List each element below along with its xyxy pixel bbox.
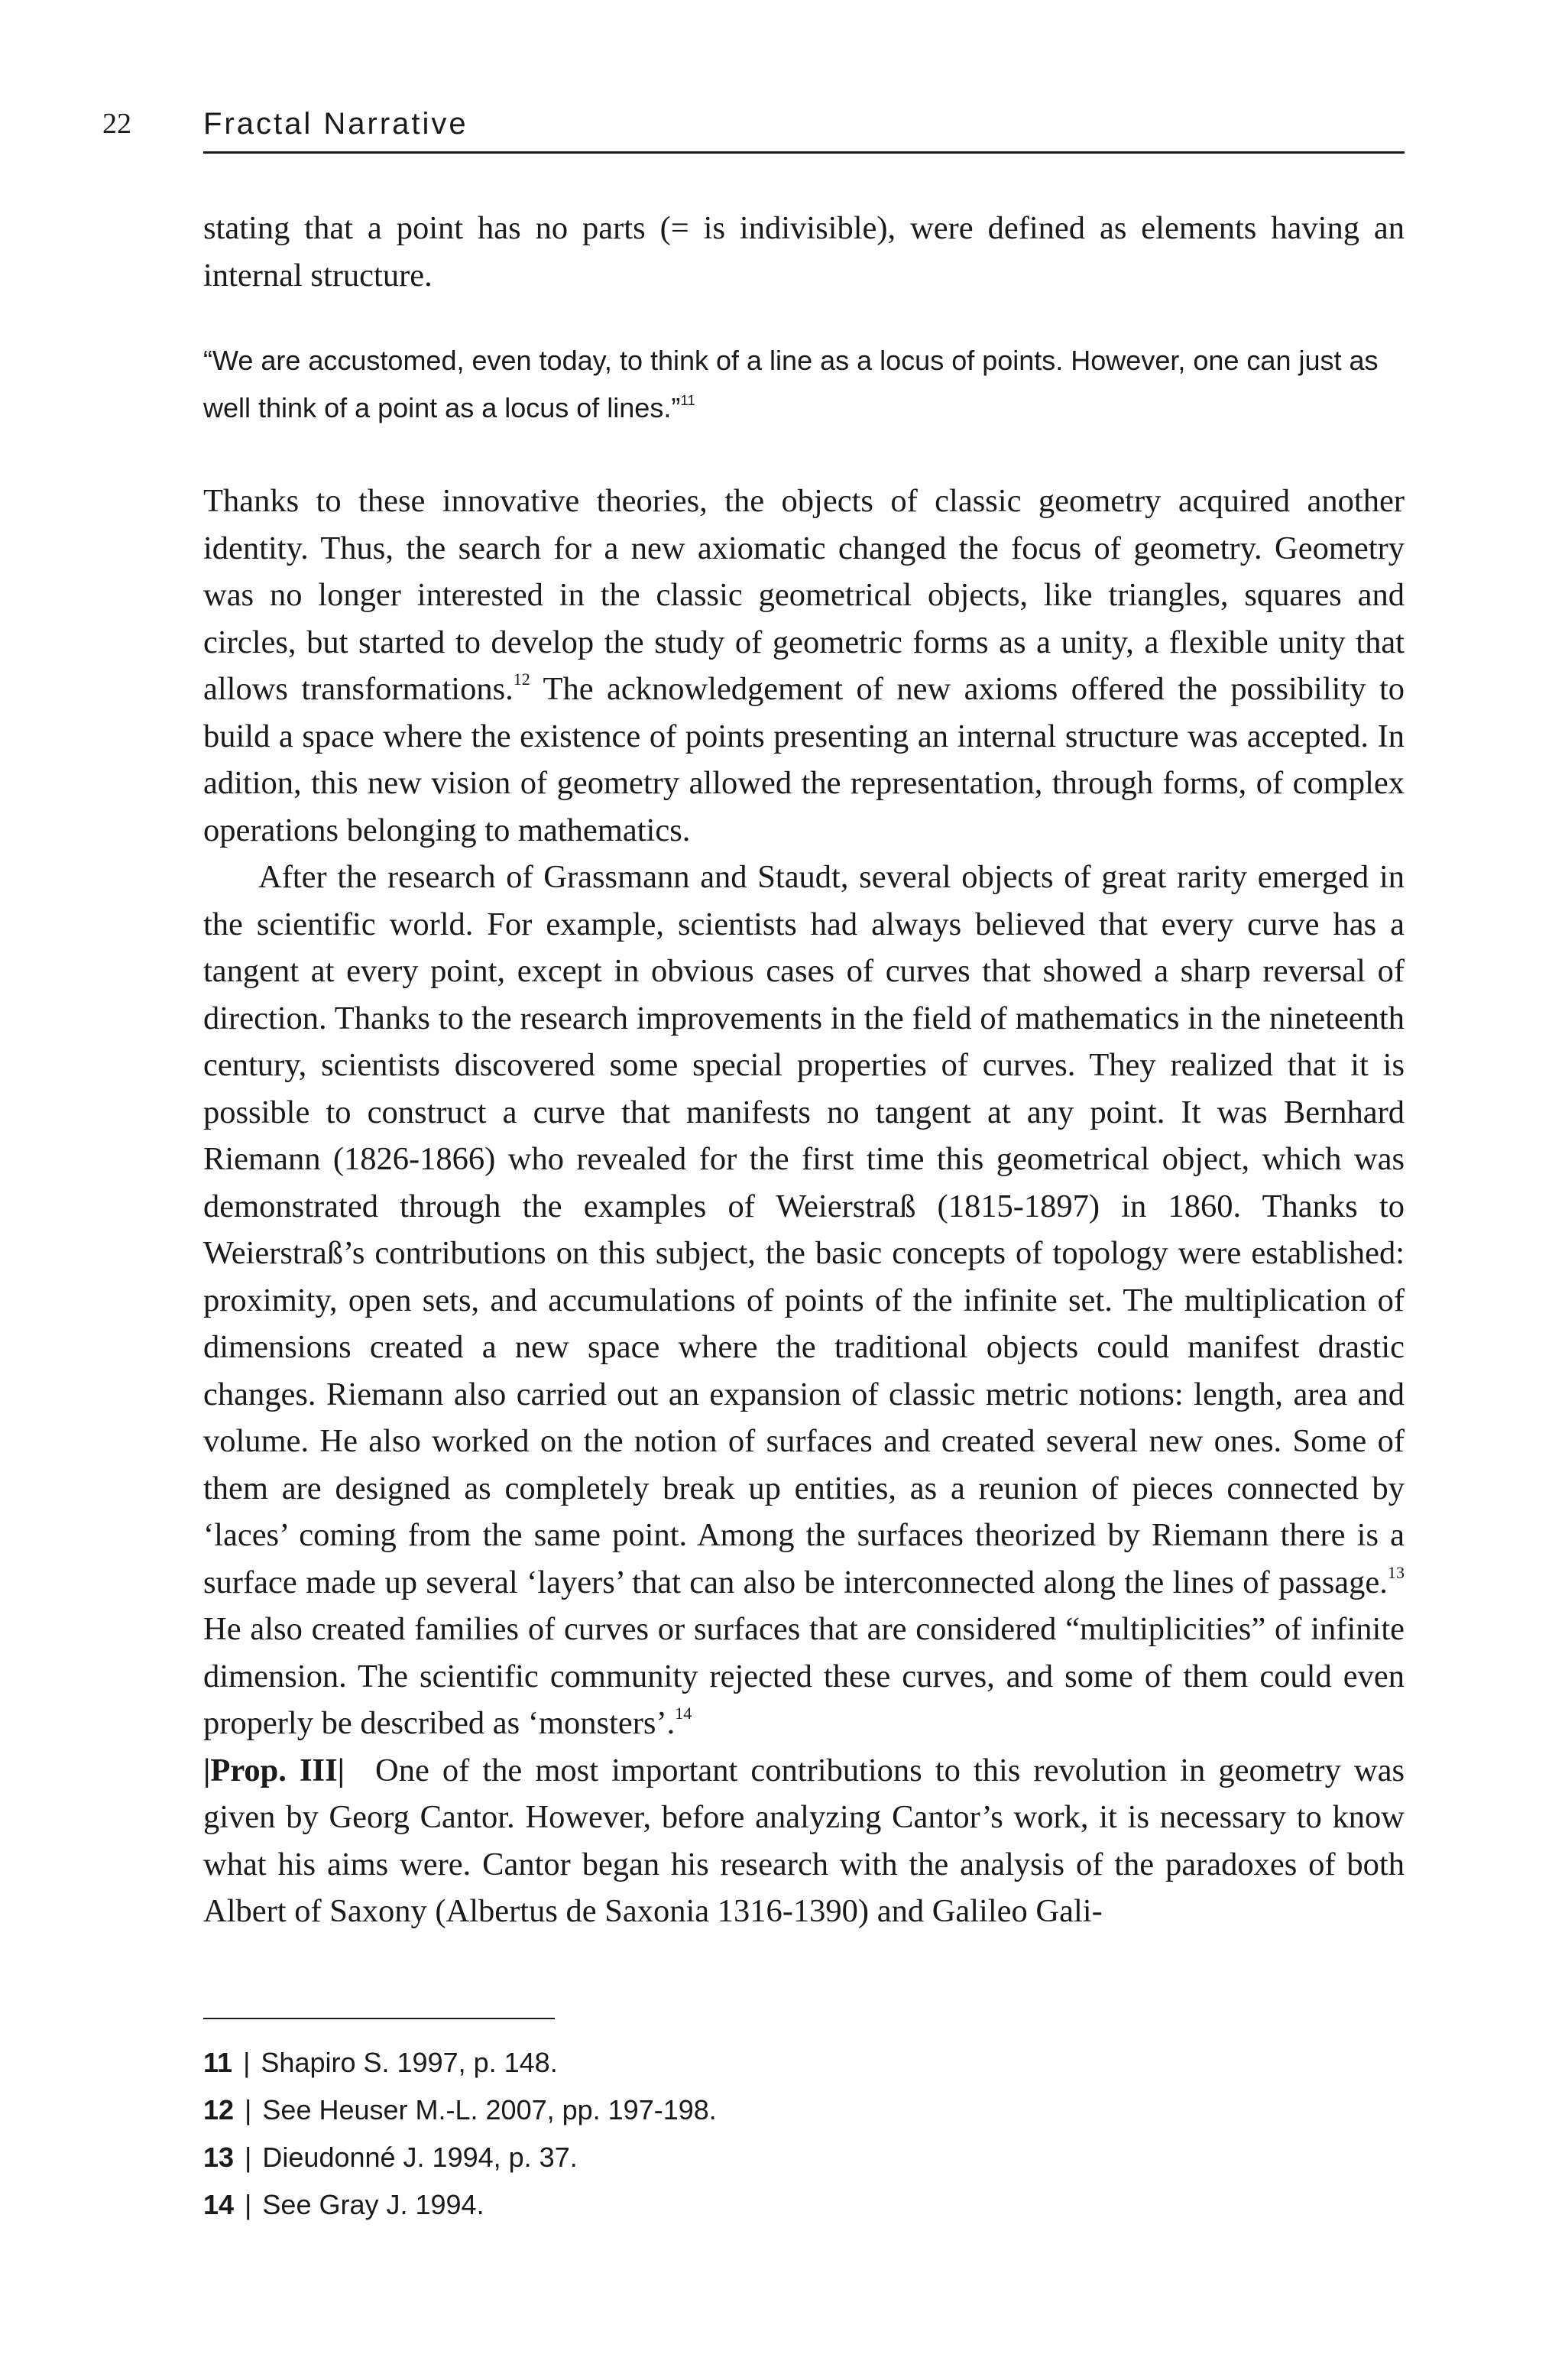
footnote-text: See Gray J. 1994.	[262, 2189, 484, 2220]
footnote-item	[203, 2039, 1405, 2087]
paragraph-identity	[203, 478, 1405, 854]
footnote-item	[203, 2087, 1405, 2134]
paragraph-riemann-part-b: He also created families of curves or surfaces that are considered “multiplicities” of infinite dimension. The scientific community rejected these curves, and some of them could even properly be described as ‘monsters’.	[203, 1611, 1405, 1741]
paragraph-identity-part-a: Thanks to these innovative theories, the objects of classic geometry acquired another identity. Thus, the search for a new axiomatic changed the focus of geometry. Geometry was no longer interested in the classic geometrical objects, like triangles, squares and circles, but started to develop the study of geometric forms as a unity, a flexible unity that allows transformations.	[203, 483, 1405, 707]
footnote-item	[203, 2134, 1405, 2181]
footnote-divider	[203, 2018, 555, 2019]
footnote-number: 13	[203, 2142, 235, 2173]
block-quote	[203, 337, 1405, 432]
book-title: Fractal Narrative	[203, 107, 468, 141]
quote-text: “We are accustomed, even today, to think of a line as a locus of points. However, one can just as well think of a point as a locus of lines.”	[203, 345, 1379, 423]
footnote-text: Dieudonné J. 1994, p. 37.	[262, 2142, 578, 2173]
intro-paragraph: stating that a point has no parts (= is indivisible), were defined as elements having an internal structure.	[203, 210, 1405, 293]
footnotes	[203, 2039, 1405, 2229]
footnote-ref-14[interactable]: 14	[675, 1704, 692, 1723]
footnote-ref-13[interactable]: 13	[1387, 1562, 1405, 1582]
paragraph-cantor	[203, 1747, 1405, 1935]
footnote-ref-12[interactable]: 12	[513, 670, 530, 689]
paragraph-identity-part-b: The acknowledgement of new axioms offered the possibility to build a space where the existence of points presenting an internal structure was accepted. In adition, this new vision of geometry allowed the representation, through forms, of complex operations belonging to mathematics.	[203, 671, 1405, 848]
main-text	[203, 205, 1405, 1935]
footnote-item	[203, 2181, 1405, 2229]
footnote-number: 14	[203, 2189, 235, 2220]
proposition-marker: |Prop. III|	[203, 1752, 345, 1788]
footnote-separator: |	[245, 2189, 252, 2220]
footnote-number: 11	[203, 2047, 233, 2078]
footnote-text: See Heuser M.-L. 2007, pp. 197-198.	[262, 2094, 717, 2125]
page-number: 22	[102, 108, 131, 140]
footnote-ref-11[interactable]: 11	[680, 392, 695, 409]
footnote-number: 12	[203, 2094, 235, 2125]
footnote-text: Shapiro S. 1997, p. 148.	[261, 2047, 558, 2078]
running-head	[102, 107, 1405, 154]
footnote-separator: |	[245, 2142, 252, 2173]
footnote-separator: |	[245, 2094, 252, 2125]
paragraph-riemann	[203, 854, 1405, 1747]
paragraph-cantor-text: One of the most important contributions to this revolution in geometry was given by Georg Cantor. However, before analyzing Cantor’s work, it is necessary to know what his aims were. Cantor began his research with the analysis of the paradoxes of both Albert of Saxony (Albertus de Saxonia 1316-1390) and Galileo Gali-	[203, 1752, 1405, 1929]
footnote-separator: |	[243, 2047, 251, 2078]
paragraph-riemann-part-a: After the research of Grassmann and Staudt, several objects of great rarity emerged in the scientific world. For example, scientists had always believed that every curve has a tangent at every point, except in obvious cases of curves that showed a sharp reversal of direction. Thanks to the research improvements in the field of mathematics in the nineteenth century, scientists discovered some special properties of curves. They realized that it is possible to construct a curve that manifests no tangent at any point. It was Bernhard Riemann (1826-1866) who revealed for the first time this geometrical object, which was demonstrated through the examples of Weierstraß (1815-1897) in 1860. Thanks to Weierstraß’s contributions on this subject, the basic concepts of topology were established: proximity, open sets, and accumulations of points of the infinite set. The multiplication of dimensions created a new space where the traditional objects could manifest drastic changes. Riemann also carried out an expansion of classic metric notions: length, area and volume. He also worked on the notion of surfaces and created several new ones. Some of them are designed as completely break up entities, as a reunion of pieces connected by ‘laces’ coming from the same point. Among the surfaces theorized by Riemann there is a surface made up several ‘layers’ that can also be interconnected along the lines of passage.	[203, 859, 1405, 1600]
